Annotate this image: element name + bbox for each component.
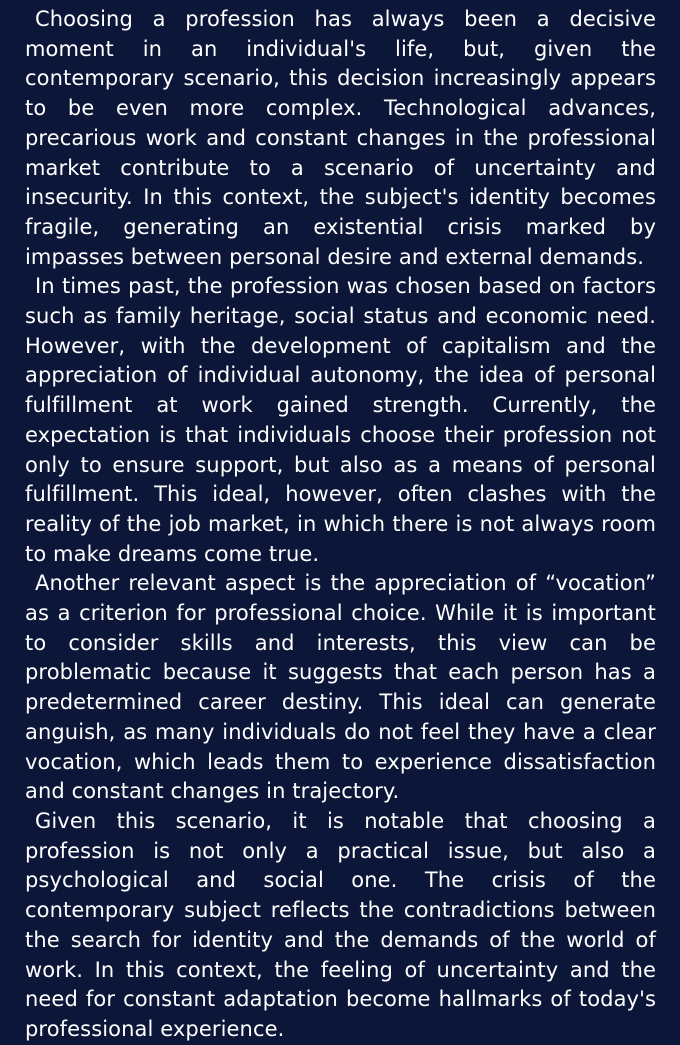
paragraph-3: Another relevant aspect is the appreciation of “vocation” as a criterion for professional choice. While it is important to consider skills and interests, this view can be problematic because it suggests that each person has a predetermined career destiny. This ideal can generate anguish, as many individuals do not feel they have a clear vocation, which leads them to experience dissatisfaction and constant changes in trajectory. [25, 571, 656, 804]
paragraph-1: Choosing a profession has always been a decisive moment in an individual's life, but, given the contemporary scenario, this decision increasingly appears to be even more complex. Technological advances, precarious work and constant changes in the professional market contribute to a scenario of uncertainty and insecurity. In this context, the subject's identity becomes fragile, generating an existential crisis marked by impasses between personal desire and external demands. [25, 7, 656, 269]
paragraph-4: Given this scenario, it is notable that choosing a profession is not only a practical issue, but also a psychological and social one. The crisis of the contemporary subject reflects the contradictions between the search for identity and the demands of the world of work. In this context, the feeling of uncertainty and the need for constant adaptation become hallmarks of today's professional experience. [25, 808, 656, 1041]
paragraph-2: In times past, the profession was chosen based on factors such as family heritage, social status and economic need. However, with the development of capitalism and the appreciation of individual autonomy, the idea of personal fulfillment at work gained strength. Currently, the expectation is that individuals choose their profession not only to ensure support, but also as a means of personal fulfillment. This ideal, however, often clashes with the reality of the job market, in which there is not always room to make dreams come true. [25, 274, 656, 566]
